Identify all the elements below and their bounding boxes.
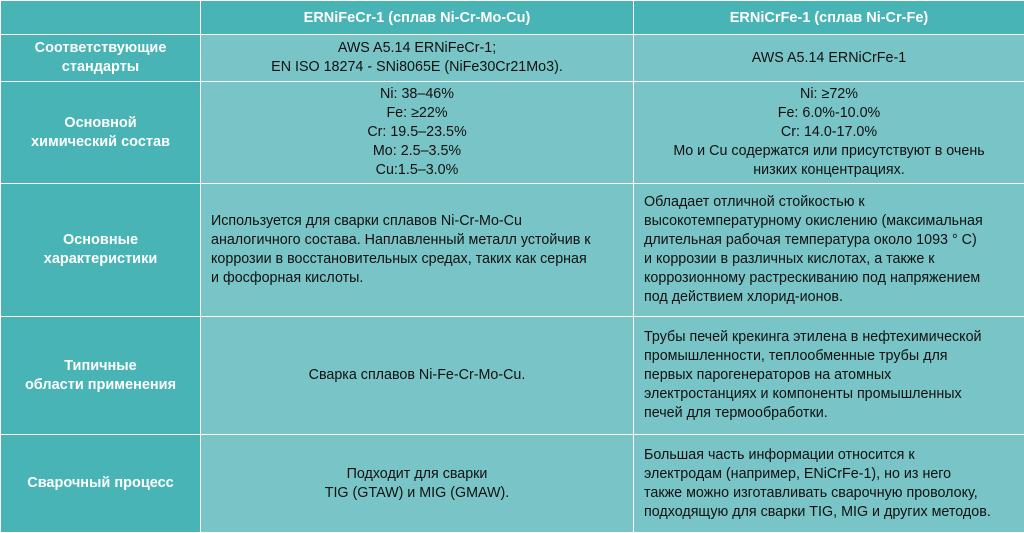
composition-col2-line: Cr: 14.0-17.0% xyxy=(640,123,1018,142)
composition-col1-line: Cr: 19.5–23.5% xyxy=(207,123,627,142)
row-label-characteristics: Основные характеристики xyxy=(1,184,201,317)
composition-col2-line: низких концентрациях. xyxy=(640,161,1018,180)
composition-col2-line: Ni: ≥72% xyxy=(640,85,1018,104)
applications-col1: Сварка сплавов Ni-Fe-Cr-Mo-Cu. xyxy=(201,317,634,435)
header-corner xyxy=(1,1,201,35)
standards-col1: AWS A5.14 ERNiFeCr-1; EN ISO 18274 - SNi8065E (NiFe30Cr21Mo3). xyxy=(201,35,634,82)
row-label-composition: Основной химический состав xyxy=(1,82,201,184)
row-standards xyxy=(1,35,1024,82)
row-label-process: Сварочный процесс xyxy=(1,435,201,533)
row-process xyxy=(1,435,1024,533)
composition-col2 xyxy=(634,82,1024,184)
row-characteristics xyxy=(1,184,1024,317)
header-col1: ERNiFeCr-1 (сплав Ni-Cr-Mo-Cu) xyxy=(201,1,634,35)
composition-col1-line: Cu:1.5–3.0% xyxy=(207,161,627,180)
row-applications xyxy=(1,317,1024,435)
composition-col1-line: Ni: 38–46% xyxy=(207,85,627,104)
composition-col2-line: Mo и Cu содержатся или присутствуют в очень xyxy=(640,142,1018,161)
header-col2: ERNiCrFe-1 (сплав Ni-Cr-Fe) xyxy=(634,1,1024,35)
composition-col1 xyxy=(201,82,634,184)
row-label-applications: Типичные области применения xyxy=(1,317,201,435)
composition-col2-line: Fe: 6.0%-10.0% xyxy=(640,104,1018,123)
applications-col2: Трубы печей крекинга этилена в нефтехимической промышленности, теплообменные трубы для первых парогенераторов на атомных электростанциях и компоненты промышленных печей для термообработки. xyxy=(634,317,1024,435)
composition-col1-line: Fe: ≥22% xyxy=(207,104,627,123)
characteristics-col1: Используется для сварки сплавов Ni-Cr-Mo-Cu аналогичного состава. Наплавленный металл устойчив к коррозии в восстановительных средах, таких как серная и фосфорная кислоты. xyxy=(201,184,634,317)
row-composition xyxy=(1,82,1024,184)
standards-col2: AWS A5.14 ERNiCrFe-1 xyxy=(634,35,1024,82)
composition-col1-line: Mo: 2.5–3.5% xyxy=(207,142,627,161)
characteristics-col2: Обладает отличной стойкостью к высокотемпературному окислению (максимальная длительная рабочая температура около 1093 ° C) и коррозии в различных кислотах, а также к коррозионному растрескиванию под напряжением под действием хлорид-ионов. xyxy=(634,184,1024,317)
header-row xyxy=(1,1,1024,35)
process-col1: Подходит для сварки TIG (GTAW) и MIG (GMAW). xyxy=(201,435,634,533)
process-col2: Большая часть информации относится к электродам (например, ENiCrFe-1), но из него также можно изготавливать сварочную проволоку, подходящую для сварки TIG, MIG и других методов. xyxy=(634,435,1024,533)
row-label-standards: Соответствующие стандарты xyxy=(1,35,201,82)
